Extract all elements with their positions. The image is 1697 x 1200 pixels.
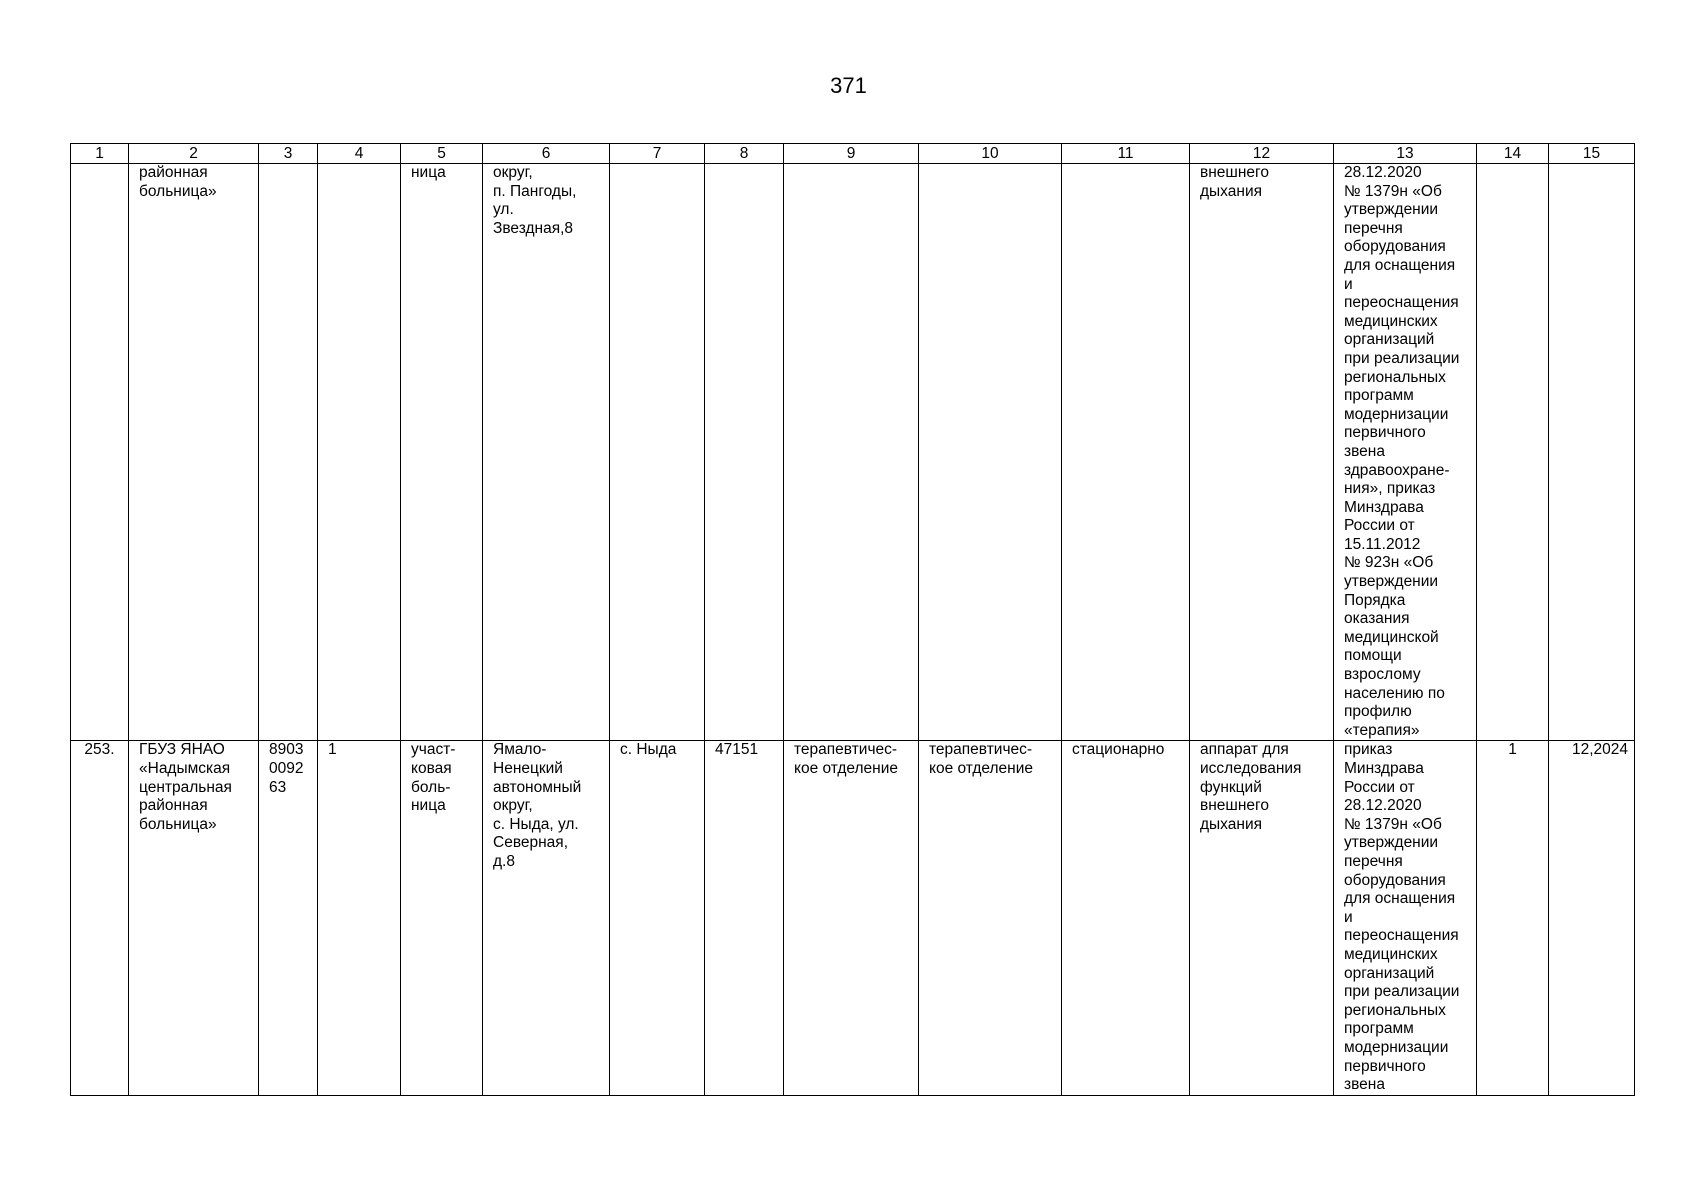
table-cell — [1477, 164, 1549, 741]
table-cell: участ- ковая боль- ница — [401, 741, 483, 1095]
column-number: 5 — [401, 144, 483, 164]
table-cell: терапевтичес- кое отделение — [919, 741, 1062, 1095]
table-cell: 1 — [1477, 741, 1549, 1095]
column-number: 13 — [1334, 144, 1477, 164]
column-number: 11 — [1062, 144, 1190, 164]
column-number: 14 — [1477, 144, 1549, 164]
column-number: 12 — [1190, 144, 1334, 164]
table-cell: ница — [401, 164, 483, 741]
table-cell — [919, 164, 1062, 741]
table-cell: ГБУЗ ЯНАО «Надымская центральная районная больница» — [129, 741, 259, 1095]
table-cell — [318, 164, 401, 741]
table-cell — [71, 164, 129, 741]
table-cell: Ямало- Ненецкий автономный округ, с. Ныда, ул. Северная, д.8 — [483, 741, 610, 1095]
column-number: 9 — [784, 144, 919, 164]
column-number: 2 — [129, 144, 259, 164]
table-cell: аппарат для исследования функций внешнего дыхания — [1190, 741, 1334, 1095]
table-cell: районная больница» — [129, 164, 259, 741]
column-number: 1 — [71, 144, 129, 164]
table-cell: 12,2024 — [1549, 741, 1635, 1095]
table-cell: 47151 — [705, 741, 784, 1095]
column-number: 8 — [705, 144, 784, 164]
table-cell: приказ Минздрава России от 28.12.2020 № 1379н «Об утверждении перечня оборудования для оснащения и переоснащения медицинских организаций при реализации региональных программ модернизации первичного звена — [1334, 741, 1477, 1095]
column-number-row — [71, 144, 1635, 164]
table-cell: округ, п. Пангоды, ул. Звездная,8 — [483, 164, 610, 741]
page-number: 371 — [830, 73, 867, 98]
table-cell — [610, 164, 705, 741]
table-cell: 253. — [71, 741, 129, 1095]
table-cell: 8903 0092 63 — [259, 741, 318, 1095]
table-row — [71, 164, 1635, 741]
table-row — [71, 741, 1635, 1095]
table-cell: 28.12.2020 № 1379н «Об утверждении перечня оборудования для оснащения и переоснащения медицинских организаций при реализации региональных программ модернизации первичного звена здравоохране- ния», приказ Минздрава России от 15.11.2012 № 923н «Об утверждении Порядка оказания медицинской помощи взрослому населению по профилю «терапия» — [1334, 164, 1477, 741]
table-cell: 1 — [318, 741, 401, 1095]
table-cell: терапевтичес- кое отделение — [784, 741, 919, 1095]
column-number: 15 — [1549, 144, 1635, 164]
column-number: 3 — [259, 144, 318, 164]
table-cell: стационарно — [1062, 741, 1190, 1095]
column-number: 4 — [318, 144, 401, 164]
table-cell: внешнего дыхания — [1190, 164, 1334, 741]
column-number: 6 — [483, 144, 610, 164]
table-cell — [1549, 164, 1635, 741]
data-table — [70, 143, 1635, 1096]
column-number: 7 — [610, 144, 705, 164]
table-cell — [705, 164, 784, 741]
table-cell: с. Ныда — [610, 741, 705, 1095]
table-cell — [784, 164, 919, 741]
column-number: 10 — [919, 144, 1062, 164]
table-cell — [259, 164, 318, 741]
table-cell — [1062, 164, 1190, 741]
